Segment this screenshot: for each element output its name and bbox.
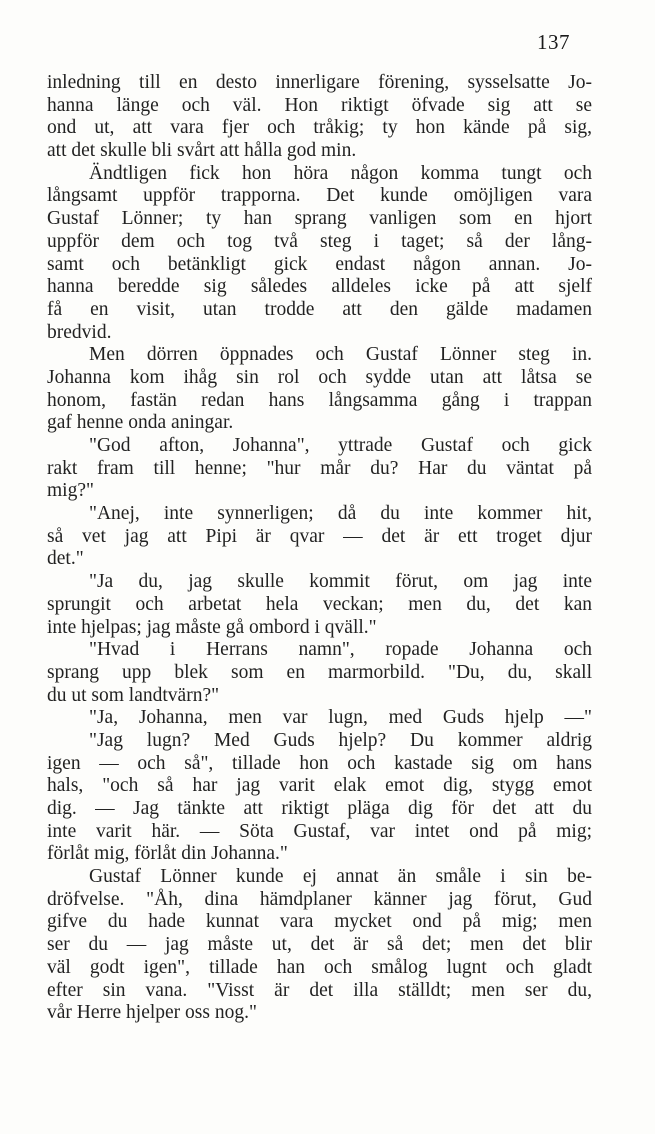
text-line: "Ja du, jag skulle kommit förut, om jag inte — [89, 571, 592, 593]
text-line: igen — och så", tillade hon och kastade sig om hans — [47, 752, 592, 774]
text-line: Men dörren öppnades och Gustaf Lönner steg in. — [89, 344, 592, 366]
text-line: uppför dem och tog två steg i taget; så der lång- — [47, 230, 592, 252]
text-line: gaf henne onda aningar. — [47, 412, 234, 434]
text-line: "Ja, Johanna, men var lugn, med Guds hjelp —" — [89, 707, 592, 729]
text-line: Ändtligen fick hon höra någon komma tungt och — [89, 162, 592, 184]
text-line: inledning till en desto innerligare förening, sysselsatte Jo- — [47, 72, 592, 93]
text-line: mig?" — [47, 480, 94, 502]
page-number: 137 — [537, 30, 570, 54]
text-line: "Hvad i Herrans namn", ropade Johanna och — [89, 639, 592, 661]
text-line: "Anej, inte synnerligen; då du inte kommer hit, — [89, 503, 592, 525]
text-line: rakt fram till henne; "hur mår du? Har du väntat på — [47, 457, 592, 479]
text-line: väl godt igen", tillade han och smålog lugnt och gladt — [47, 956, 592, 978]
text-line: hanna beredde sig således alldeles icke på att sjelf — [47, 276, 592, 298]
text-line: dig. — Jag tänkte att riktigt pläga dig för det att du — [47, 798, 592, 819]
text-line: du ut som landtvärn?" — [47, 684, 220, 706]
text-line: att det skulle bli svårt att hålla god min. — [47, 140, 357, 162]
text-line: sprungit och arbetat hela veckan; men du, det kan — [47, 593, 592, 615]
body-text — [47, 72, 592, 1025]
text-line: efter sin vana. "Visst är det illa ställdt; men ser du, — [47, 979, 592, 1001]
text-line: Gustaf Lönner kunde ej annat än småle i sin be- — [89, 866, 592, 888]
text-line: inte hjelpas; jag måste gå ombord i qväll." — [47, 616, 377, 638]
text-line: vår Herre hjelper oss nog." — [47, 1002, 257, 1024]
text-line: långsamt uppför trapporna. Det kunde omöjligen vara — [47, 185, 592, 207]
text-line: sprang upp blek som en marmorbild. "Du, du, skall — [47, 661, 592, 683]
text-line: förlåt mig, förlåt din Johanna." — [47, 843, 288, 865]
text-line: hals, "och så har jag varit elak emot dig, stygg emot — [47, 775, 592, 797]
text-line: så vet jag att Pipi är qvar — det är ett troget djur — [47, 525, 592, 547]
text-line: samt och betänkligt gick endast någon annan. Jo- — [47, 253, 592, 275]
text-line: inte varit här. — Söta Gustaf, var intet ond på mig; — [47, 820, 592, 842]
text-line: ser du — jag måste ut, det är så det; men det blir — [47, 934, 592, 956]
text-line: det." — [47, 548, 84, 570]
text-line: ond ut, att vara fjer och tråkig; ty hon kände på sig, — [47, 117, 592, 139]
text-line: "Jag lugn? Med Guds hjelp? Du kommer aldrig — [89, 729, 592, 751]
text-line: Johanna kom ihåg sin rol och sydde utan att låtsa se — [47, 366, 592, 388]
text-line: Gustaf Lönner; ty han sprang vanligen som en hjort — [47, 208, 592, 230]
text-line: gifve du hade kunnat vara mycket ond på mig; men — [47, 911, 592, 933]
text-line: bredvid. — [47, 321, 112, 343]
text-line: dröfvelse. "Åh, dina hämdplaner känner jag förut, Gud — [47, 888, 592, 910]
text-line: hanna länge och väl. Hon riktigt öfvade sig att se — [47, 94, 592, 116]
text-line: få en visit, utan trodde att den gälde madamen — [47, 298, 592, 320]
text-line: "God afton, Johanna", yttrade Gustaf och gick — [89, 435, 592, 456]
text-line: honom, fastän redan hans långsamma gång i trappan — [47, 389, 592, 411]
